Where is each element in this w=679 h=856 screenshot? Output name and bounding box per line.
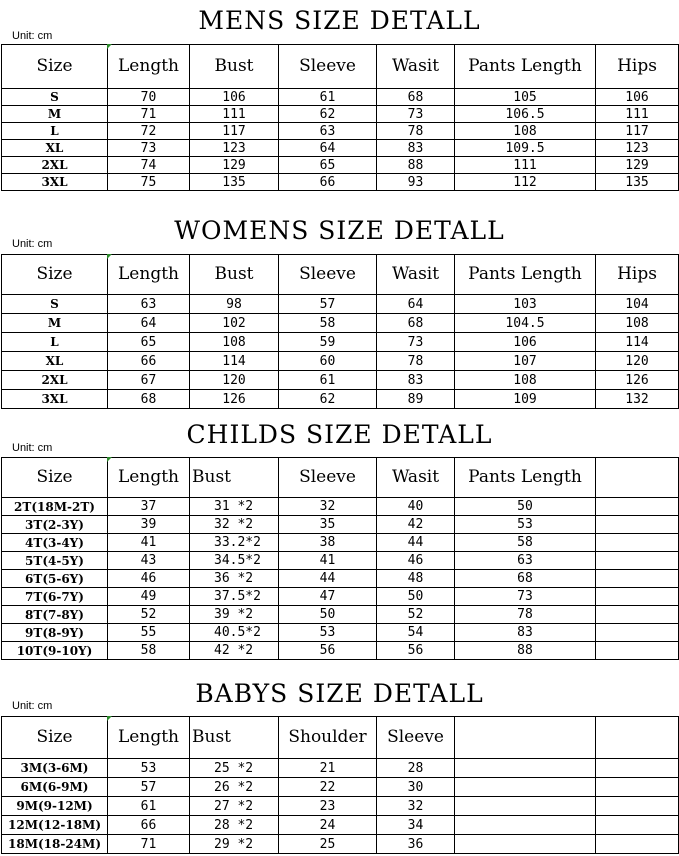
cell-col5: 54 (377, 624, 455, 642)
column-header-size: Size (2, 717, 108, 759)
table-row (2, 390, 679, 409)
cell-col7 (596, 498, 679, 516)
cell-bust: 25 *2 (190, 759, 279, 778)
cell-size: 3M(3-6M) (2, 759, 108, 778)
cell-col6: 78 (455, 606, 596, 624)
cell-col4: 50 (279, 606, 377, 624)
column-header-bust: Bust (190, 717, 279, 759)
cell-col4: 63 (279, 123, 377, 140)
cell-col5: 64 (377, 295, 455, 314)
table-row (2, 797, 679, 816)
cell-bust: 31 *2 (190, 498, 279, 516)
cell-bust: 33.2*2 (190, 534, 279, 552)
cell-col6: 109 (455, 390, 596, 409)
table-row (2, 552, 679, 570)
cell-col6 (455, 759, 596, 778)
table-row (2, 816, 679, 835)
cell-col7: 106 (596, 89, 679, 106)
cell-col4: 53 (279, 624, 377, 642)
table-row (2, 516, 679, 534)
cell-marker-icon (107, 44, 112, 49)
cell-size: M (2, 106, 108, 123)
cell-col4: 66 (279, 174, 377, 191)
column-header-col7 (596, 458, 679, 498)
cell-size: 10T(9-10Y) (2, 642, 108, 660)
mens-size-table (1, 44, 679, 191)
childs-unit-label: Unit: cm (12, 442, 53, 454)
cell-bust: 98 (190, 295, 279, 314)
column-header-size: Size (2, 255, 108, 295)
womens-size-table (1, 254, 679, 409)
cell-length: 55 (108, 624, 190, 642)
cell-size: 9T(8-9Y) (2, 624, 108, 642)
cell-col6: 83 (455, 624, 596, 642)
cell-length: 53 (108, 759, 190, 778)
cell-col4: 25 (279, 835, 377, 854)
cell-col5: 56 (377, 642, 455, 660)
cell-col7: 129 (596, 157, 679, 174)
cell-col7: 120 (596, 352, 679, 371)
childs-header-row (2, 458, 679, 498)
cell-length: 39 (108, 516, 190, 534)
cell-col5: 83 (377, 140, 455, 157)
table-row (2, 352, 679, 371)
cell-col7 (596, 534, 679, 552)
table-row (2, 314, 679, 333)
cell-col5: 50 (377, 588, 455, 606)
cell-col6: 103 (455, 295, 596, 314)
cell-size: 4T(3-4Y) (2, 534, 108, 552)
cell-size: XL (2, 352, 108, 371)
cell-col5: 30 (377, 778, 455, 797)
cell-marker-icon (107, 254, 112, 259)
cell-col6 (455, 835, 596, 854)
cell-bust: 34.5*2 (190, 552, 279, 570)
table-row (2, 588, 679, 606)
cell-size: 8T(7-8Y) (2, 606, 108, 624)
cell-bust: 123 (190, 140, 279, 157)
table-row (2, 106, 679, 123)
cell-size: 5T(4-5Y) (2, 552, 108, 570)
cell-col6: 108 (455, 371, 596, 390)
cell-col7 (596, 835, 679, 854)
column-header-bust: Bust (190, 255, 279, 295)
cell-size: L (2, 123, 108, 140)
cell-bust: 102 (190, 314, 279, 333)
cell-bust: 117 (190, 123, 279, 140)
cell-col5: 73 (377, 333, 455, 352)
cell-col6 (455, 778, 596, 797)
cell-col6: 108 (455, 123, 596, 140)
cell-col7 (596, 759, 679, 778)
table-row (2, 778, 679, 797)
cell-size: 2XL (2, 157, 108, 174)
cell-length: 67 (108, 371, 190, 390)
cell-bust: 111 (190, 106, 279, 123)
cell-col4: 22 (279, 778, 377, 797)
cell-col5: 48 (377, 570, 455, 588)
column-header-col5: Wasit (377, 45, 455, 89)
table-row (2, 371, 679, 390)
cell-size: 3XL (2, 174, 108, 191)
cell-col6: 104.5 (455, 314, 596, 333)
cell-col6: 105 (455, 89, 596, 106)
cell-bust: 126 (190, 390, 279, 409)
cell-col7 (596, 797, 679, 816)
cell-col6: 53 (455, 516, 596, 534)
cell-bust: 106 (190, 89, 279, 106)
cell-length: 41 (108, 534, 190, 552)
table-row (2, 140, 679, 157)
cell-length: 73 (108, 140, 190, 157)
column-header-col4: Sleeve (279, 458, 377, 498)
cell-bust: 39 *2 (190, 606, 279, 624)
cell-size: 12M(12-18M) (2, 816, 108, 835)
cell-bust: 36 *2 (190, 570, 279, 588)
cell-col6: 88 (455, 642, 596, 660)
cell-bust: 120 (190, 371, 279, 390)
cell-col4: 23 (279, 797, 377, 816)
column-header-col5: Sleeve (377, 717, 455, 759)
cell-size: M (2, 314, 108, 333)
cell-col5: 46 (377, 552, 455, 570)
cell-length: 46 (108, 570, 190, 588)
cell-col6 (455, 797, 596, 816)
cell-col4: 21 (279, 759, 377, 778)
cell-col5: 68 (377, 314, 455, 333)
cell-col7 (596, 552, 679, 570)
cell-bust: 129 (190, 157, 279, 174)
cell-length: 74 (108, 157, 190, 174)
cell-length: 58 (108, 642, 190, 660)
cell-col7 (596, 516, 679, 534)
cell-col5: 78 (377, 123, 455, 140)
cell-length: 66 (108, 816, 190, 835)
column-header-size: Size (2, 45, 108, 89)
cell-length: 65 (108, 333, 190, 352)
cell-col4: 61 (279, 371, 377, 390)
cell-col4: 44 (279, 570, 377, 588)
column-header-col6: Pants Length (455, 458, 596, 498)
cell-length: 61 (108, 797, 190, 816)
cell-col6: 106 (455, 333, 596, 352)
cell-length: 71 (108, 106, 190, 123)
cell-length: 57 (108, 778, 190, 797)
column-header-size: Size (2, 458, 108, 498)
cell-col7: 132 (596, 390, 679, 409)
cell-col5: 44 (377, 534, 455, 552)
table-row (2, 174, 679, 191)
cell-length: 66 (108, 352, 190, 371)
cell-col7 (596, 816, 679, 835)
cell-length: 63 (108, 295, 190, 314)
cell-col6: 58 (455, 534, 596, 552)
cell-size: S (2, 89, 108, 106)
cell-col7: 108 (596, 314, 679, 333)
cell-length: 43 (108, 552, 190, 570)
cell-length: 75 (108, 174, 190, 191)
cell-marker-icon (107, 457, 112, 462)
cell-col5: 32 (377, 797, 455, 816)
table-row (2, 333, 679, 352)
cell-col7 (596, 570, 679, 588)
cell-col5: 88 (377, 157, 455, 174)
cell-size: L (2, 333, 108, 352)
cell-col4: 47 (279, 588, 377, 606)
cell-col4: 41 (279, 552, 377, 570)
cell-col6: 63 (455, 552, 596, 570)
cell-col5: 28 (377, 759, 455, 778)
cell-col4: 57 (279, 295, 377, 314)
table-row (2, 157, 679, 174)
cell-col5: 52 (377, 606, 455, 624)
childs-title: CHILDS SIZE DETALL (186, 420, 493, 449)
cell-col5: 73 (377, 106, 455, 123)
womens-title: WOMENS SIZE DETALL (174, 216, 505, 245)
cell-col6 (455, 816, 596, 835)
cell-col7: 104 (596, 295, 679, 314)
column-header-col7: Hips (596, 255, 679, 295)
cell-size: 6M(6-9M) (2, 778, 108, 797)
cell-bust: 114 (190, 352, 279, 371)
babys-size-table (1, 716, 679, 854)
cell-bust: 29 *2 (190, 835, 279, 854)
cell-col5: 89 (377, 390, 455, 409)
cell-size: 9M(9-12M) (2, 797, 108, 816)
column-header-length: Length (108, 717, 190, 759)
cell-bust: 26 *2 (190, 778, 279, 797)
cell-col4: 65 (279, 157, 377, 174)
cell-length: 70 (108, 89, 190, 106)
cell-size: 2XL (2, 371, 108, 390)
cell-size: 2T(18M-2T) (2, 498, 108, 516)
cell-col7: 111 (596, 106, 679, 123)
column-header-col4: Shoulder (279, 717, 377, 759)
column-header-col5: Wasit (377, 458, 455, 498)
cell-col6: 50 (455, 498, 596, 516)
column-header-bust: Bust (190, 458, 279, 498)
column-header-col7: Hips (596, 45, 679, 89)
cell-col4: 64 (279, 140, 377, 157)
cell-col5: 42 (377, 516, 455, 534)
cell-marker-icon (107, 716, 112, 721)
cell-bust: 40.5*2 (190, 624, 279, 642)
cell-col7: 117 (596, 123, 679, 140)
womens-header-row (2, 255, 679, 295)
cell-col5: 40 (377, 498, 455, 516)
cell-col7: 135 (596, 174, 679, 191)
mens-title: MENS SIZE DETALL (198, 6, 481, 35)
cell-col4: 61 (279, 89, 377, 106)
cell-col5: 34 (377, 816, 455, 835)
cell-col7: 123 (596, 140, 679, 157)
cell-col6: 107 (455, 352, 596, 371)
cell-col7: 126 (596, 371, 679, 390)
cell-col5: 78 (377, 352, 455, 371)
cell-col4: 32 (279, 498, 377, 516)
column-header-col4: Sleeve (279, 45, 377, 89)
table-row (2, 498, 679, 516)
cell-col6: 109.5 (455, 140, 596, 157)
table-row (2, 295, 679, 314)
column-header-col6 (455, 717, 596, 759)
column-header-col7 (596, 717, 679, 759)
cell-col4: 62 (279, 390, 377, 409)
column-header-col5: Wasit (377, 255, 455, 295)
cell-col6: 106.5 (455, 106, 596, 123)
mens-unit-label: Unit: cm (12, 30, 53, 42)
table-row (2, 89, 679, 106)
column-header-length: Length (108, 45, 190, 89)
cell-col4: 56 (279, 642, 377, 660)
cell-col4: 60 (279, 352, 377, 371)
cell-bust: 27 *2 (190, 797, 279, 816)
column-header-col6: Pants Length (455, 45, 596, 89)
womens-unit-label: Unit: cm (12, 238, 53, 250)
cell-bust: 28 *2 (190, 816, 279, 835)
table-row (2, 642, 679, 660)
babys-title: BABYS SIZE DETALL (195, 679, 484, 708)
table-row (2, 759, 679, 778)
cell-col7: 114 (596, 333, 679, 352)
cell-size: 3T(2-3Y) (2, 516, 108, 534)
cell-col4: 35 (279, 516, 377, 534)
cell-col4: 24 (279, 816, 377, 835)
cell-length: 52 (108, 606, 190, 624)
cell-col4: 58 (279, 314, 377, 333)
table-row (2, 570, 679, 588)
column-header-col4: Sleeve (279, 255, 377, 295)
column-header-col6: Pants Length (455, 255, 596, 295)
babys-unit-label: Unit: cm (12, 700, 53, 712)
cell-bust: 37.5*2 (190, 588, 279, 606)
cell-col7 (596, 624, 679, 642)
cell-col7 (596, 642, 679, 660)
cell-size: 3XL (2, 390, 108, 409)
cell-length: 37 (108, 498, 190, 516)
table-row (2, 835, 679, 854)
cell-col6: 111 (455, 157, 596, 174)
cell-col5: 36 (377, 835, 455, 854)
table-row (2, 606, 679, 624)
cell-length: 71 (108, 835, 190, 854)
cell-size: XL (2, 140, 108, 157)
cell-length: 72 (108, 123, 190, 140)
cell-length: 64 (108, 314, 190, 333)
cell-col5: 68 (377, 89, 455, 106)
cell-col7 (596, 588, 679, 606)
column-header-length: Length (108, 458, 190, 498)
cell-size: 6T(5-6Y) (2, 570, 108, 588)
cell-size: 7T(6-7Y) (2, 588, 108, 606)
cell-col6: 112 (455, 174, 596, 191)
cell-col4: 38 (279, 534, 377, 552)
cell-bust: 135 (190, 174, 279, 191)
table-row (2, 123, 679, 140)
cell-bust: 108 (190, 333, 279, 352)
cell-bust: 42 *2 (190, 642, 279, 660)
cell-length: 49 (108, 588, 190, 606)
babys-header-row (2, 717, 679, 759)
column-header-bust: Bust (190, 45, 279, 89)
table-row (2, 624, 679, 642)
column-header-length: Length (108, 255, 190, 295)
cell-col4: 59 (279, 333, 377, 352)
cell-col6: 73 (455, 588, 596, 606)
table-row (2, 534, 679, 552)
cell-length: 68 (108, 390, 190, 409)
childs-size-table (1, 457, 679, 660)
cell-size: S (2, 295, 108, 314)
cell-bust: 32 *2 (190, 516, 279, 534)
cell-col6: 68 (455, 570, 596, 588)
cell-col7 (596, 606, 679, 624)
cell-col4: 62 (279, 106, 377, 123)
cell-size: 18M(18-24M) (2, 835, 108, 854)
cell-col5: 93 (377, 174, 455, 191)
cell-col5: 83 (377, 371, 455, 390)
cell-col7 (596, 778, 679, 797)
mens-header-row (2, 45, 679, 89)
